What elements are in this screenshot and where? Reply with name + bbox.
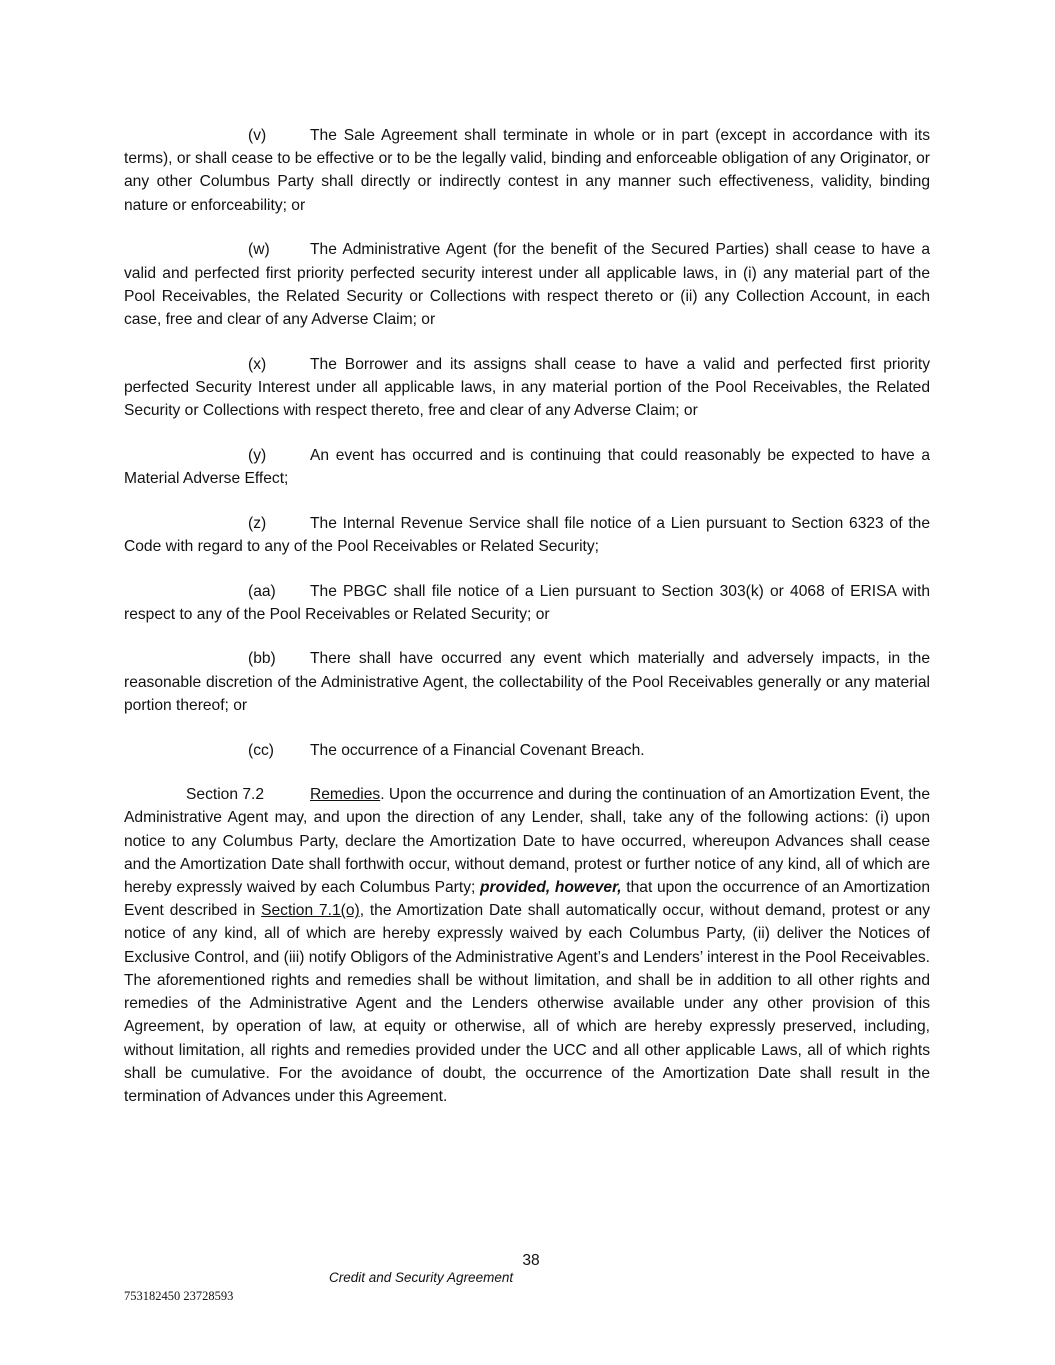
clause-x: [124, 353, 930, 423]
clause-marker: (bb): [248, 650, 276, 668]
cross-reference-link[interactable]: Section 7.1(o): [261, 902, 360, 920]
clause-text: An event has occurred and is continuing that could reasonably be expected to have a Material Adverse Effect;: [124, 446, 930, 487]
section-heading: Remedies: [310, 786, 381, 804]
clause-text: There shall have occurred any event which materially and adversely impacts, in the reasonable discretion of the Administrative Agent, the collectability of the Pool Receivables generally or any material portion thereof; or: [124, 650, 930, 714]
section-text: that upon the occurrence of an Amortization Event described in: [124, 879, 930, 920]
page-number: 38: [522, 1252, 540, 1269]
clause-marker: (z): [248, 514, 267, 532]
clause-text: The Internal Revenue Service shall file notice of a Lien pursuant to Section 6323 of the Code with regard to any of the Pool Receivables or Related Security;: [124, 514, 930, 555]
clause-bb: [124, 647, 930, 717]
clause-v: [124, 124, 930, 217]
clause-marker: (y): [248, 446, 267, 464]
clause-y: [124, 444, 930, 490]
section-text: Upon the occurrence and during the continuation of an Amortization Event, the Administrative Agent may, and upon the direction of any Lender, shall, take any of the following actions: (i) upon notice to any Columbus Party, declare the Amortization Date to have occurred, whereupon Advances shall cease and the Amortization Date shall forthwith occur, without demand, protest or further notice of any kind, all of which are hereby expressly waived by each Columbus Party;: [124, 786, 930, 897]
document-id: 753182450 23728593: [124, 1289, 234, 1303]
section-text: , the Amortization Date shall automatically occur, without demand, protest or any notice of any kind, all of which are hereby expressly waived by each Columbus Party, (ii) deliver the Notices of Exclusive Control, and (iii) notify Obligors of the Administrative Agent’s and Lenders’ interest in the Pool Receivables. The aforementioned rights and remedies shall be without limitation, and shall be in addition to all other rights and remedies of the Administrative Agent and the Lenders otherwise available under any other provision of this Agreement, by operation of law, at equity or otherwise, all of which are hereby expressly preserved, including, without limitation, all rights and remedies provided under the UCC and all other applicable Laws, all of which rights shall be cumulative. For the avoidance of doubt, the occurrence of the Amortization Date shall result in the termination of Advances under this Agreement.: [124, 902, 930, 1105]
proviso-text: provided, however,: [480, 879, 622, 897]
page-body: [124, 124, 930, 1130]
clause-text: The PBGC shall file notice of a Lien pursuant to Section 303(k) or 4068 of ERISA with respect to any of the Pool Receivables or Related Security; or: [124, 582, 930, 623]
clause-z: [124, 512, 930, 558]
section-heading-punct: .: [380, 786, 385, 804]
clause-aa: [124, 580, 930, 626]
clause-marker: (x): [248, 355, 267, 373]
clause-text: The Administrative Agent (for the benefit of the Secured Parties) shall cease to have a valid and perfected first priority perfected security interest under all applicable laws, in (i) any material part of the Pool Receivables, the Related Security or Collections with respect thereto or (ii) any Collection Account, in each case, free and clear of any Adverse Claim; or: [124, 241, 930, 328]
clause-text: The Sale Agreement shall terminate in whole or in part (except in accordance with its terms), or shall cease to be effective or to be the legally valid, binding and enforceable obligation of any Originator, or any other Columbus Party shall directly or indirectly contest in any manner such effectiveness, validity, binding nature or enforceability; or: [124, 127, 930, 214]
clause-cc: [124, 739, 930, 762]
clause-marker: (w): [248, 241, 270, 259]
clause-w: [124, 238, 930, 331]
clause-text: The Borrower and its assigns shall cease to have a valid and perfected first priority perfected Security Interest under all applicable laws, in any material portion of the Pool Receivables, the Related Security or Collections with respect thereto, free and clear of any Adverse Claim; or: [124, 355, 930, 420]
clause-marker: (v): [248, 127, 267, 144]
section-number: Section 7.2: [186, 786, 265, 804]
section-7-2: [124, 783, 930, 1108]
clause-marker: (cc): [248, 741, 274, 759]
clause-marker: (aa): [248, 582, 276, 600]
clause-text: The occurrence of a Financial Covenant Breach.: [310, 741, 645, 759]
footer-title: Credit and Security Agreement: [329, 1270, 514, 1285]
